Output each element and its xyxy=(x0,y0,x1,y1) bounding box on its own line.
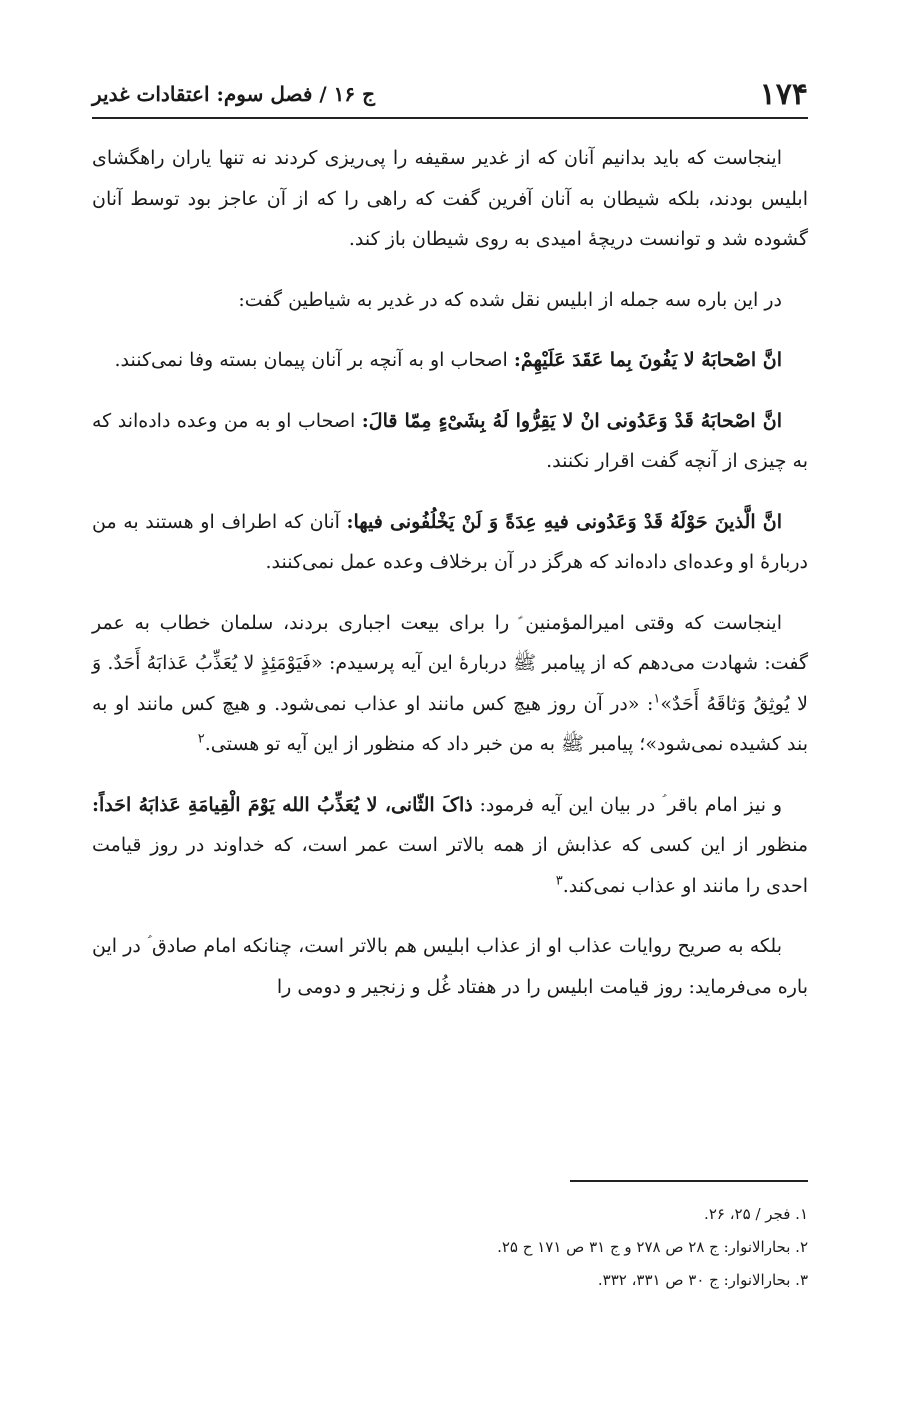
paragraph xyxy=(92,926,808,1007)
running-title: ج ۱۶ / فصل سوم: اعتقادات غدیر xyxy=(92,82,375,106)
paragraph xyxy=(92,401,808,482)
paragraph-text: اصحاب او به آنچه بر آنان پیمان بسته وفا نمی‌کنند. xyxy=(114,349,514,371)
footnote: ۳. بحارالانوار: ج ۳۰ ص ۳۳۱، ۳۳۲. xyxy=(597,1271,808,1289)
footnote: ۲. بحارالانوار: ج ۲۸ ص ۲۷۸ و ج ۳۱ ص ۱۷۱ ح ۲۵. xyxy=(497,1238,808,1256)
paragraph-text: اینجاست که باید بدانیم آنان که از غدیر سقیفه را پی‌ریزی کردند نه تنها یاران راهگشای ابلیس بودند، بلکه شیطان به آنان آفرین گفت که راهی را که از آن عاجز بود توسط آنان گشوده شد و توانست دریچهٔ امیدی به روی شیطان باز کند. xyxy=(92,147,808,250)
arabic-quote: انَّ الَّذینَ حَوْلَهُ قَدْ وَعَدُونی فیهِ عِدَةً وَ لَنْ یَخْلُفُونی فیها: xyxy=(346,510,783,533)
footnote-ref[interactable]: ۱ xyxy=(653,691,661,707)
arabic-quote: انَّ اصْحابَهُ لا یَفُونَ بِما عَقَدَ عَلَیْهِمْ: xyxy=(513,349,782,371)
paragraph-text: در این باره سه جمله از ابلیس نقل شده که در غدیر به شیاطین گفت: xyxy=(238,288,782,311)
paragraph-text: آنان که اطراف او هستند به من دربارهٔ او وعده‌ای داده‌اند که هرگز در آن برخلاف وعده عمل نمی‌کنند. xyxy=(92,510,808,573)
footnote: ۱. فجر / ۲۵، ۲۶. xyxy=(704,1205,808,1223)
paragraph xyxy=(92,340,808,381)
paragraph-text: : «در آن روز هیچ کس مانند او عذاب نمی‌شود. و هیچ کس مانند او به بند کشیده نمی‌شود»؛ پیامبر ﷺ به من خبر داد که منظور از این آیه تو هستی. xyxy=(92,692,808,755)
footnote-ref[interactable]: ۳ xyxy=(555,873,563,889)
paragraph-text: اینجاست که وقتی امیرالمؤمنین ؑ را برای بیعت اجباری بردند، سلمان خطاب به عمر گفت: شهادت می‌دهم که از پیامبر ﷺ دربارهٔ این آیه پرسیدم: «فَیَوْمَئِذٍ لا یُعَذِّبُ عَذابَهُ أَحَدٌ. وَ لا یُوثِقُ وَثاقَهُ أَحَدٌ» xyxy=(92,611,808,715)
paragraph-text: منظور از این کسی که عذابش از همه بالاتر است عمر است، که خداوند در روز قیامت احدی را مانند او عذاب نمی‌کند. xyxy=(92,834,808,897)
page-number: ۱۷۴ xyxy=(759,76,808,112)
arabic-quote: انَّ اصْحابَهُ قَدْ وَعَدُونی انْ لا یَقِرُّوا لَهُ بِشَیْءٍ مِمّا قالَ: xyxy=(361,409,782,432)
paragraph-text: و نیز امام باقر ؑ در بیان این آیه فرمود: xyxy=(472,793,782,816)
page-body xyxy=(92,138,808,1027)
arabic-quote: ذاکَ الثّانی، لا یُعَذِّبُ الله یَوْمَ الْقِیامَةِ عَذابَهُ احَداً: xyxy=(92,793,473,816)
paragraph xyxy=(92,138,808,260)
paragraph xyxy=(92,603,808,765)
paragraph-text: بلکه به صریح روایات عذاب او از عذاب ابلیس هم بالاتر است، چنانکه امام صادق ؑ در این باره می‌فرماید: روز قیامت ابلیس را در هفتاد غُل و زنجیر و دومی را xyxy=(92,935,808,998)
paragraph-text: اصحاب او به من وعده داده‌اند که به چیزی از آنچه گفت اقرار نکنند. xyxy=(92,409,808,472)
paragraph xyxy=(92,502,808,583)
paragraph xyxy=(92,785,808,907)
paragraph xyxy=(92,280,808,321)
page-header xyxy=(92,72,808,116)
footnote-rule xyxy=(570,1180,808,1182)
footnote-ref[interactable]: ۲ xyxy=(197,731,205,747)
header-rule xyxy=(92,117,808,119)
footnotes xyxy=(92,1198,808,1297)
